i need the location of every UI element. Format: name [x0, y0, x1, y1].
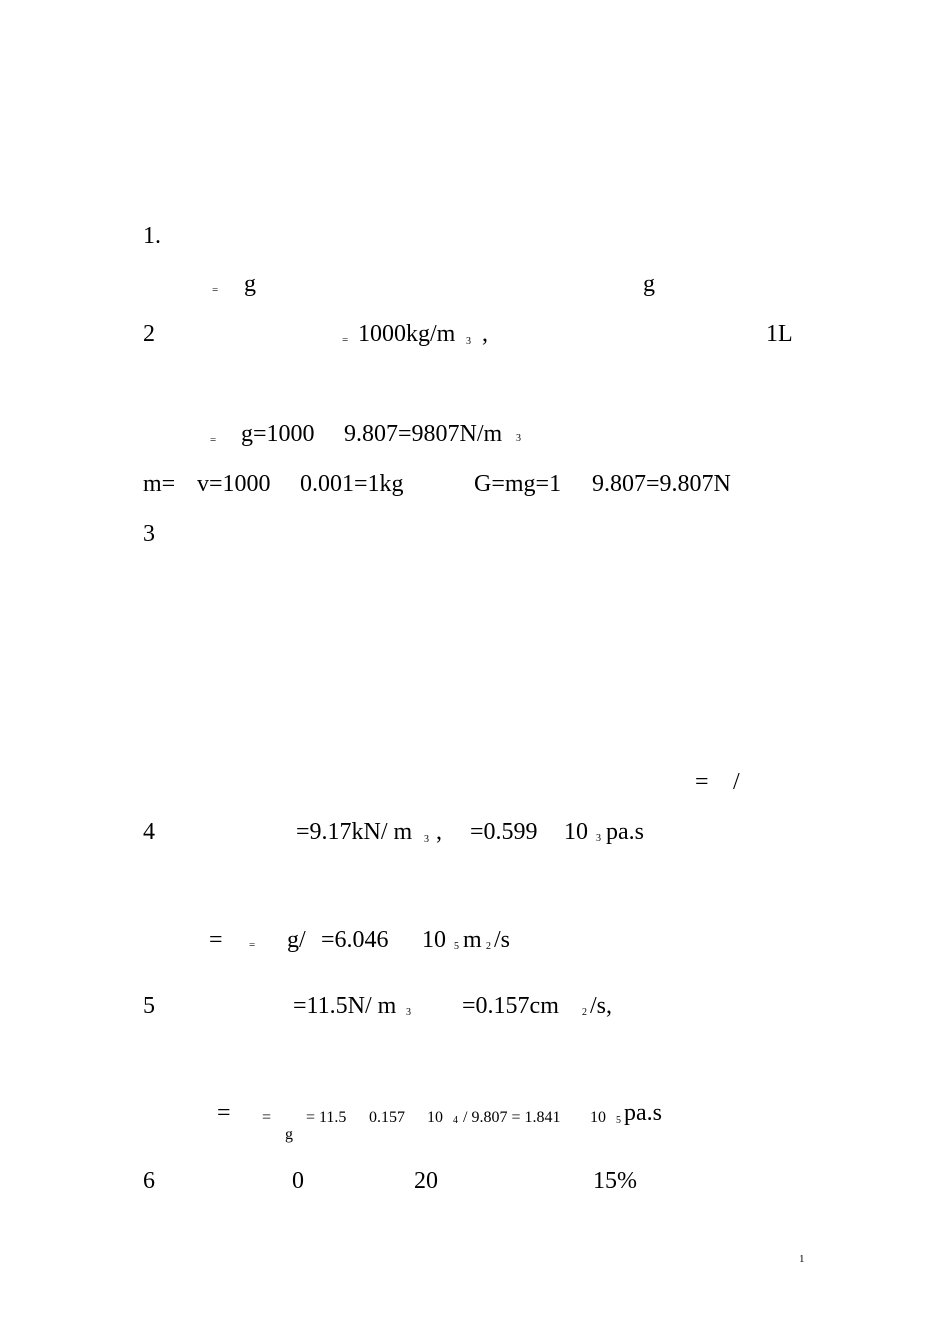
- power-base: 10: [422, 927, 446, 953]
- mass-expr: v=1000: [197, 471, 271, 497]
- slash: /: [733, 769, 740, 795]
- temperature-end: 20: [414, 1168, 438, 1194]
- kinematic-viscosity: =6.046: [321, 927, 389, 953]
- exponent: 5: [454, 941, 459, 952]
- gravity-expr: G=mg=1: [474, 471, 562, 497]
- item-number-2: 2: [143, 321, 155, 347]
- unit: /s: [494, 927, 511, 953]
- weight-expr: g=1000: [241, 421, 315, 447]
- equals-sign: =: [210, 434, 217, 446]
- equals-sign: =: [209, 927, 223, 953]
- percent-value: 15%: [593, 1168, 637, 1194]
- item-number-5: 5: [143, 993, 155, 1019]
- expr: = 11.5: [306, 1109, 347, 1126]
- equals-sign: =: [212, 284, 219, 296]
- equals-sign: =: [217, 1100, 231, 1126]
- volume-value: 1L: [766, 321, 793, 347]
- exponent: 5: [616, 1115, 621, 1126]
- specific-weight: =9.17kN/ m: [296, 819, 413, 845]
- comma: ,: [482, 321, 488, 347]
- unit: m: [463, 927, 482, 953]
- symbol-g: g: [643, 271, 655, 297]
- equals-sign: =: [695, 769, 709, 795]
- specific-weight: =11.5N/ m: [293, 993, 397, 1019]
- value: 0.157: [369, 1109, 405, 1126]
- symbol-g: g: [244, 271, 256, 297]
- exponent: 3: [406, 1007, 411, 1018]
- density-value: 1000kg/m: [358, 321, 456, 347]
- exponent: 4: [453, 1115, 458, 1126]
- item-number-1: 1.: [143, 223, 161, 249]
- expr: g/: [287, 927, 306, 953]
- exponent: 2: [582, 1007, 587, 1018]
- item-number-4: 4: [143, 819, 155, 845]
- gravity-result: 9.807=9.807N: [592, 471, 731, 497]
- unit: pa.s: [624, 1100, 662, 1126]
- weight-result: 9.807=9807N/m: [344, 421, 503, 447]
- comma: ,: [436, 819, 442, 845]
- symbol-g-denominator: g: [285, 1126, 293, 1143]
- mass-result: 0.001=1kg: [300, 471, 404, 497]
- unit: pa.s: [606, 819, 644, 845]
- equals-sign: =: [342, 334, 349, 346]
- division-result: / 9.807 = 1.841: [463, 1109, 561, 1126]
- exponent: 3: [596, 833, 601, 844]
- viscosity-value: =0.599: [470, 819, 538, 845]
- mass-label: m=: [143, 471, 176, 497]
- page-number: 1: [799, 1253, 805, 1265]
- exponent: 3: [466, 336, 471, 347]
- exponent: 2: [486, 941, 491, 952]
- kinematic-viscosity: =0.157cm: [462, 993, 559, 1019]
- power-base: 10: [427, 1109, 443, 1126]
- item-number-6: 6: [143, 1168, 155, 1194]
- exponent: 3: [424, 834, 429, 845]
- equals-sign: =: [249, 939, 256, 951]
- temperature-start: 0: [292, 1168, 304, 1194]
- power-base: 10: [564, 819, 588, 845]
- item-number-3: 3: [143, 521, 155, 547]
- unit: /s,: [590, 993, 613, 1019]
- exponent: 3: [516, 433, 521, 444]
- power-base: 10: [590, 1109, 606, 1126]
- equals-sign: =: [262, 1109, 272, 1126]
